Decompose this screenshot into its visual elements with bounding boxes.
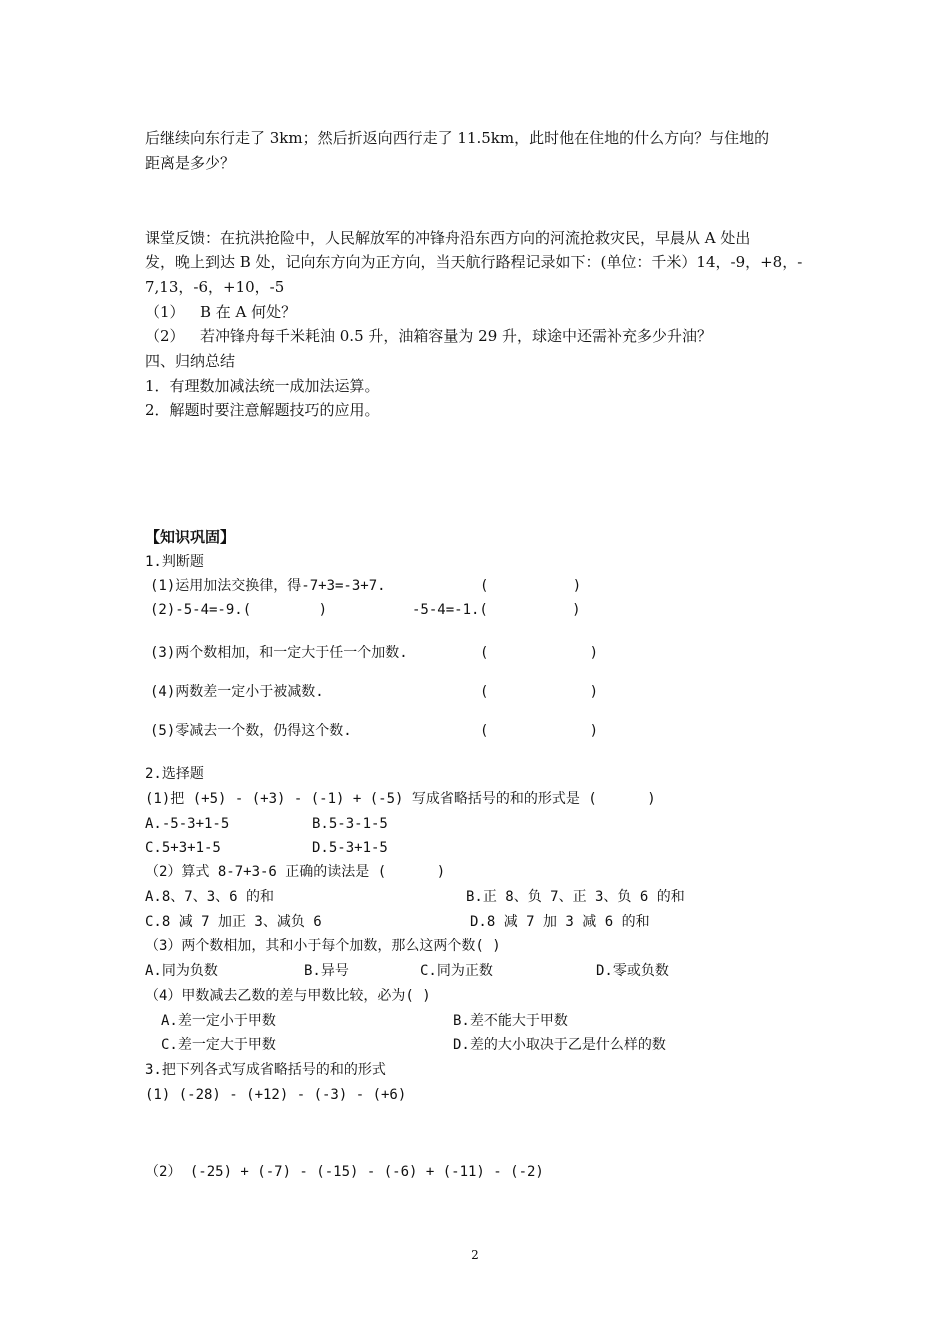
- page-number: 2: [471, 1248, 479, 1262]
- choice-q2: （2）算式 8-7+3-6 正确的读法是 ( ): [145, 864, 446, 880]
- choice-q4-option-c: C.差一定大于甲数: [161, 1037, 276, 1053]
- feedback-q2-num: （2）: [145, 327, 185, 345]
- choice-q3: （3）两个数相加，其和小于每个加数，那么这两个数( ): [145, 938, 501, 954]
- choice-q4-option-d: D.差的大小取决于乙是什么样的数: [453, 1037, 666, 1053]
- feedback-line-3: 7,13，-6，+10，-5: [145, 278, 285, 296]
- summary-item-2: 2．解题时要注意解题技巧的应用。: [145, 401, 380, 419]
- choice-q2-option-d: D.8 减 7 加 3 减 6 的和: [470, 914, 650, 930]
- judge-q3: (3)两个数相加，和一定大于任一个加数.: [150, 645, 408, 661]
- judge-q5-bracket: ( ): [480, 723, 599, 739]
- choice-q4: （4）甲数减去乙数的差与甲数比较，必为( ): [145, 988, 431, 1004]
- rewrite-title: 3.把下列各式写成省略括号的和的形式: [145, 1062, 386, 1078]
- feedback-q1-num: （1）: [145, 303, 185, 321]
- consolidation-heading: 【知识巩固】: [145, 528, 236, 546]
- rewrite-q2: （2） (-25) + (-7) - (-15) - (-6) + (-11) - (-2): [145, 1164, 544, 1180]
- choice-q3-option-d: D.零或负数: [596, 963, 669, 979]
- feedback-q2-text: 若冲锋舟每千米耗油 0.5 升，油箱容量为 29 升，球途中还需补充多少升油？: [200, 327, 713, 345]
- choice-q4-option-b: B.差不能大于甲数: [453, 1013, 568, 1029]
- feedback-line-2: 发，晚上到达 B 处，记向东方向为正方向，当天航行路程记录如下：(单位：千米）14，-9，+8，-: [145, 253, 803, 271]
- choice-q3-option-c: C.同为正数: [420, 963, 493, 979]
- summary-item-1: 1．有理数加减法统一成加法运算。: [145, 377, 380, 395]
- choice-q4-option-a: A.差一定小于甲数: [161, 1013, 276, 1029]
- summary-heading: 四、归纳总结: [145, 352, 236, 370]
- choice-q1-option-b: B.5-3-1-5: [312, 816, 388, 832]
- intro-line-2: 距离是多少？: [145, 154, 236, 172]
- choice-q1: (1)把 (+5) - (+3) - (-1) + (-5) 写成省略括号的和的形式是 ( ): [145, 791, 656, 807]
- choice-q1-option-a: A.-5-3+1-5: [145, 816, 230, 832]
- judge-q5: (5)零减去一个数，仍得这个数.: [150, 723, 352, 739]
- choice-q1-option-c: C.5+3+1-5: [145, 840, 221, 856]
- judge-q4-bracket: ( ): [480, 684, 599, 700]
- judge-q3-bracket: ( ): [480, 645, 599, 661]
- judge-q4: (4)两数差一定小于被减数.: [150, 684, 324, 700]
- choice-q2-option-c: C.8 减 7 加正 3、减负 6: [145, 914, 322, 930]
- judge-title: 1.判断题: [145, 554, 204, 570]
- choice-q3-option-a: A.同为负数: [145, 963, 218, 979]
- judge-q1: (1)运用加法交换律，得-7+3=-3+7.: [150, 578, 386, 594]
- choice-q3-option-b: B.异号: [304, 963, 349, 979]
- rewrite-q1: (1) (-28) - (+12) - (-3) - (+6): [145, 1087, 407, 1103]
- choice-title: 2.选择题: [145, 766, 204, 782]
- judge-q2a: (2)-5-4=-9.( ): [150, 602, 328, 618]
- feedback-line-1: 课堂反馈：在抗洪抢险中，人民解放军的冲锋舟沿东西方向的河流抢救灾民，早晨从 A 处出: [145, 229, 751, 247]
- choice-q1-option-d: D.5-3+1-5: [312, 840, 388, 856]
- choice-q2-option-b: B.正 8、负 7、正 3、负 6 的和: [466, 889, 685, 905]
- choice-q2-option-a: A.8、7、3、6 的和: [145, 889, 275, 905]
- feedback-q1-text: B 在 A 何处？: [200, 303, 297, 321]
- judge-q1-bracket: ( ): [480, 578, 582, 594]
- judge-q2b: -5-4=-1.( ): [412, 602, 581, 618]
- intro-line-1: 后继续向东行走了 3km；然后折返向西行走了 11.5km，此时他在住地的什么方向？与住地的: [145, 129, 770, 147]
